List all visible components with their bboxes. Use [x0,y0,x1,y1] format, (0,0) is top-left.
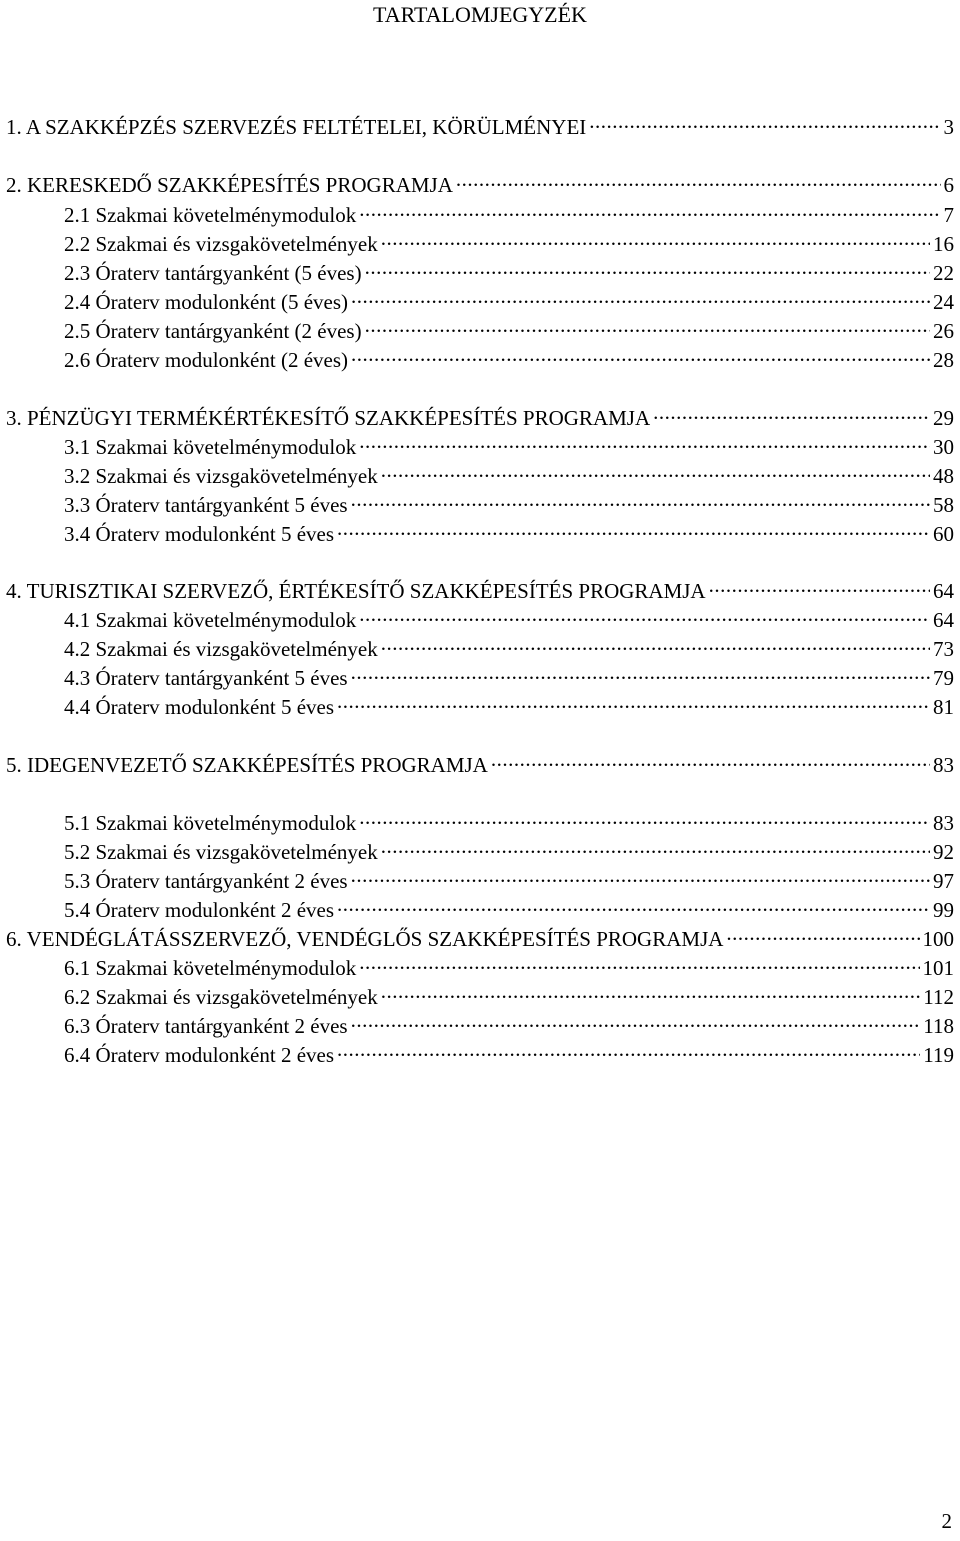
toc-entry-label: 5. IDEGENVEZETŐ SZAKKÉPESÍTÉS PROGRAMJA [6,753,488,777]
toc-entry-label: 3.3 Óraterv tantárgyanként 5 éves [64,493,348,517]
dot-leader [351,349,930,367]
dot-leader [359,609,930,627]
toc-entry-label: 2.1 Szakmai követelménymodulok [64,203,357,227]
toc-entry-label: 5.3 Óraterv tantárgyanként 2 éves [64,869,348,893]
toc-section-entry[interactable] [64,955,954,981]
dot-leader [381,233,930,251]
toc-section-entry[interactable] [64,665,954,691]
page-number: 2 [941,1509,952,1533]
toc-entry-label: 5.2 Szakmai és vizsgakövetelmények [64,840,378,864]
dot-leader [359,204,940,222]
toc-section-entry[interactable] [64,260,954,286]
toc-entry-label: 4.1 Szakmai követelménymodulok [64,608,357,632]
dot-leader [491,754,930,772]
toc-section-entry[interactable] [64,810,954,836]
toc-section-entry[interactable] [64,897,954,923]
toc-entry-page-number: 64 [933,608,954,632]
page-title: TARTALOMJEGYZÉK [373,2,587,27]
toc-entry-label: 5.4 Óraterv modulonként 2 éves [64,898,335,922]
toc-section-entry[interactable] [64,318,954,344]
toc-section-entry[interactable] [64,636,954,662]
toc-entry-label: 1. A SZAKKÉPZÉS SZERVEZÉS FELTÉTELEI, KÖRÜLMÉNYEI [6,115,587,139]
toc-section-entry[interactable] [64,607,954,633]
toc-entry-page-number: 81 [933,695,954,719]
toc-entry-page-number: 73 [933,637,954,661]
toc-section-entry[interactable] [64,694,954,720]
toc-entry-label: 6.3 Óraterv tantárgyanként 2 éves [64,1014,348,1038]
toc-entry-page-number: 112 [923,985,954,1009]
toc-section-entry[interactable] [64,839,954,865]
toc-entry-page-number: 48 [933,464,954,488]
toc-entry-page-number: 64 [933,579,954,603]
toc-entry-label: 2.4 Óraterv modulonként (5 éves) [64,290,349,314]
dot-leader [351,291,930,309]
dot-leader [589,116,940,134]
toc-entry-page-number: 3 [943,115,954,139]
toc-entry-label: 4.4 Óraterv modulonként 5 éves [64,695,335,719]
toc-section-entry[interactable] [64,434,954,460]
toc-chapter-entry[interactable] [6,578,954,604]
toc-entry-label: 3.2 Szakmai és vizsgakövetelmények [64,464,378,488]
toc-entry-label: 2.2 Szakmai és vizsgakövetelmények [64,232,378,256]
dot-leader [337,696,930,714]
dot-leader [381,841,930,859]
toc-entry-label: 2. KERESKEDŐ SZAKKÉPESÍTÉS PROGRAMJA [6,173,453,197]
toc-section-entry[interactable] [64,521,954,547]
toc-entry-page-number: 99 [933,898,954,922]
toc-entry-page-number: 83 [933,753,954,777]
toc-entry-label: 5.1 Szakmai követelménymodulok [64,811,357,835]
toc-section-entry[interactable] [64,492,954,518]
dot-leader [351,667,930,685]
dot-leader [381,638,930,656]
toc-entry-label: 3. PÉNZÜGYI TERMÉKÉRTÉKESÍTŐ SZAKKÉPESÍTÉS PROGRAMJA [6,406,651,430]
toc-entry-page-number: 28 [933,348,954,372]
toc-entry-page-number: 100 [922,927,954,951]
toc-section-entry[interactable] [64,868,954,894]
dot-leader [381,465,930,483]
toc-entry-page-number: 119 [923,1043,954,1067]
toc-chapter-entry[interactable] [6,926,954,952]
toc-entry-page-number: 83 [933,811,954,835]
toc-entry-page-number: 79 [933,666,954,690]
dot-leader [381,986,921,1004]
toc-section-entry[interactable] [64,202,954,228]
toc-entry-label: 6. VENDÉGLÁTÁSSZERVEZŐ, VENDÉGLŐS SZAKKÉPESÍTÉS PROGRAMJA [6,927,724,951]
toc-entry-label: 2.5 Óraterv tantárgyanként (2 éves) [64,319,362,343]
dot-leader [359,957,919,975]
toc-chapter-entry[interactable] [6,172,954,198]
toc-entry-page-number: 6 [943,173,954,197]
toc-entry-page-number: 101 [922,956,954,980]
dot-leader [456,174,941,192]
dot-leader [337,523,930,541]
dot-leader [337,899,930,917]
toc-section-entry[interactable] [64,231,954,257]
dot-leader [359,812,930,830]
toc-entry-page-number: 22 [933,261,954,285]
toc-entry-label: 6.1 Szakmai követelménymodulok [64,956,357,980]
toc-section-entry[interactable] [64,347,954,373]
toc-entry-page-number: 16 [933,232,954,256]
toc-entry-page-number: 118 [923,1014,954,1038]
toc-section-entry[interactable] [64,1042,954,1068]
toc-entry-page-number: 60 [933,522,954,546]
toc-entry-page-number: 24 [933,290,954,314]
toc-entry-page-number: 92 [933,840,954,864]
toc-entry-label: 6.4 Óraterv modulonként 2 éves [64,1043,335,1067]
dot-leader [351,494,930,512]
toc-entry-page-number: 26 [933,319,954,343]
toc-section-entry[interactable] [64,463,954,489]
toc-entry-page-number: 97 [933,869,954,893]
dot-leader [365,262,930,280]
dot-leader [359,436,930,454]
toc-entry-label: 3.1 Szakmai követelménymodulok [64,435,357,459]
toc-chapter-entry[interactable] [6,405,954,431]
dot-leader [365,320,930,338]
toc-entry-label: 3.4 Óraterv modulonként 5 éves [64,522,335,546]
toc-chapter-entry[interactable] [6,114,954,140]
toc-entry-label: 2.6 Óraterv modulonként (2 éves) [64,348,349,372]
toc-entry-page-number: 30 [933,435,954,459]
toc-entry-page-number: 29 [933,406,954,430]
dot-leader [709,580,930,598]
toc-entry-label: 2.3 Óraterv tantárgyanként (5 éves) [64,261,362,285]
dot-leader [351,1015,921,1033]
toc-section-entry[interactable] [64,984,954,1010]
toc-entry-page-number: 7 [943,203,954,227]
toc-entry-label: 6.2 Szakmai és vizsgakövetelmények [64,985,378,1009]
dot-leader [726,928,919,946]
dot-leader [351,870,930,888]
toc-entry-label: 4.3 Óraterv tantárgyanként 5 éves [64,666,348,690]
toc-section-entry[interactable] [64,1013,954,1039]
dot-leader [653,407,930,425]
toc-section-entry[interactable] [64,289,954,315]
dot-leader [337,1044,920,1062]
toc-chapter-entry[interactable] [6,752,954,778]
toc-entry-label: 4.2 Szakmai és vizsgakövetelmények [64,637,378,661]
toc-entry-page-number: 58 [933,493,954,517]
toc-entry-label: 4. TURISZTIKAI SZERVEZŐ, ÉRTÉKESÍTŐ SZAKKÉPESÍTÉS PROGRAMJA [6,579,706,603]
